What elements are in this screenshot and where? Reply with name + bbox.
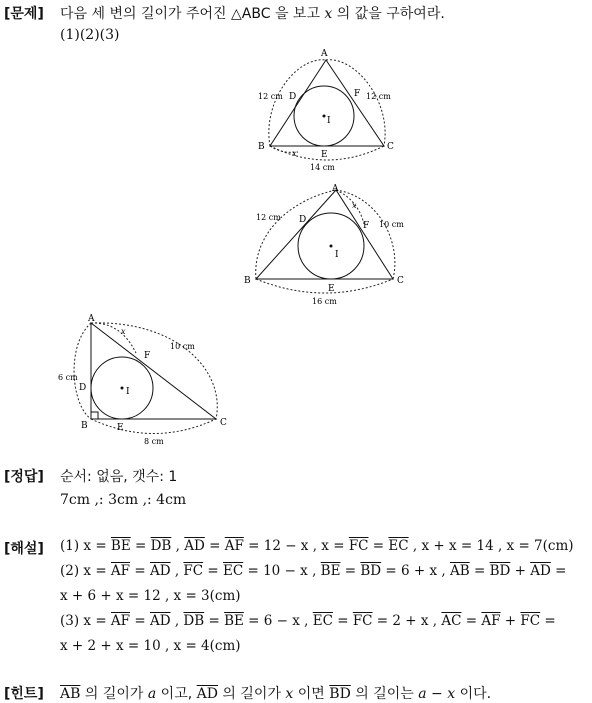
segment: $\overline{BD}$ (329, 686, 351, 702)
fig3-label-B: B (81, 421, 88, 431)
fig3-x-arc (91, 323, 136, 353)
text: , (170, 613, 184, 629)
problem-subparts: (1)(2)(3) (60, 27, 120, 43)
text: , (171, 538, 185, 554)
explanation-line-3: x + 6 + x = 12 , x = 3(cm) (60, 588, 241, 604)
segment: $\overline{AD}$ (149, 563, 171, 579)
text: = 10 − x , (243, 563, 321, 579)
fig1-label-F: F (354, 89, 361, 99)
text: , x + x = 14 , x = 7(cm) (408, 538, 574, 554)
segment: $\overline{BE}$ (224, 613, 244, 629)
variable: a − x (418, 686, 456, 702)
fig2-label-B: B (244, 276, 251, 286)
text: = 6 − x , (243, 613, 313, 629)
fig2-label-D: D (299, 215, 307, 225)
text: = 2 + x , (372, 613, 442, 629)
text: 의 길이가 (80, 686, 148, 702)
fig2-x-label: x (352, 201, 357, 210)
text: = (550, 563, 567, 579)
segment: $\overline{BE}$ (110, 538, 131, 554)
fig3-bottom-arc (91, 419, 216, 434)
segment: $\overline{AB}$ (449, 563, 470, 579)
explanation-line-4 (60, 613, 556, 629)
fig2-left-length: 12 cm (256, 213, 281, 222)
variable: a (147, 686, 157, 702)
text: = (204, 613, 225, 629)
segment: $\overline{AF}$ (481, 613, 501, 629)
fig2-label-I: I (335, 250, 339, 260)
segment: $\overline{BD}$ (360, 563, 382, 579)
fig2-label-F: F (363, 221, 370, 231)
fig1-label-B: B (258, 142, 265, 152)
explanation-tag: [해설] (4, 541, 44, 557)
problem-variable: x (324, 6, 333, 22)
text: = (461, 613, 482, 629)
fig3-center-dot (121, 387, 124, 390)
fig2-center-dot (330, 245, 333, 248)
text: = (130, 613, 150, 629)
text: (1) x = (60, 538, 111, 554)
answer-values: 7cm ,: 3cm ,: 4cm (60, 492, 187, 508)
fig1-label-C: C (387, 142, 394, 152)
fig1-center-dot (323, 115, 326, 118)
text: (2) x = (60, 563, 111, 579)
segment: $\overline{AF}$ (224, 538, 244, 554)
figure-2 (240, 182, 415, 310)
segment: $\overline{AD}$ (184, 538, 205, 554)
text: + (500, 613, 521, 629)
segment: $\overline{AD}$ (196, 686, 218, 702)
explanation-line-5: x + 2 + x = 10 , x = 4(cm) (60, 638, 241, 654)
text: = (204, 538, 225, 554)
fig3-bottom-length: 8 cm (144, 437, 164, 446)
text: + (510, 563, 531, 579)
segment: $\overline{AD}$ (530, 563, 551, 579)
fig3-right-angle-mark (91, 412, 98, 419)
fig2-bottom-arc (256, 279, 393, 293)
fig1-x-label: x (292, 149, 297, 158)
text: = (130, 538, 151, 554)
fig3-x-label: x (121, 327, 126, 336)
hint-text (60, 683, 491, 703)
hint-tag: [힌트] (4, 686, 44, 702)
fig3-label-C: C (220, 418, 227, 428)
problem-text-b: 의 값을 구하여라. (336, 6, 445, 22)
fig1-label-D: D (289, 92, 297, 102)
segment: $\overline{FC}$ (352, 613, 373, 629)
fig3-triangle (91, 323, 216, 419)
fig1-label-A: A (321, 49, 328, 59)
segment: $\overline{BD}$ (489, 563, 511, 579)
text: = (469, 563, 490, 579)
text: , (170, 563, 184, 579)
explanation-line-2 (60, 563, 566, 579)
segment: $\overline{DB}$ (150, 538, 172, 554)
text: = (340, 563, 361, 579)
fig2-right-length: 10 cm (379, 220, 404, 229)
fig1-label-E: E (321, 150, 328, 160)
fig1-label-I: I (327, 116, 331, 126)
fig3-label-E: E (117, 423, 124, 433)
fig3-left-arc (74, 323, 91, 419)
segment: $\overline{AD}$ (149, 613, 171, 629)
text: = 6 + x , (381, 563, 450, 579)
segment: $\overline{DB}$ (183, 613, 205, 629)
text: 이면 (293, 686, 330, 702)
text: = (203, 563, 224, 579)
figure-3 (56, 310, 236, 448)
problem-tag: [문제] (4, 6, 44, 22)
fig1-bottom-length: 14 cm (310, 163, 335, 172)
text: 이다. (455, 686, 492, 702)
text: = (368, 538, 389, 554)
fig2-label-C: C (397, 276, 404, 286)
variable: x (285, 686, 294, 702)
fig3-label-F: F (144, 351, 151, 361)
fig3-hyp-length: 10 cm (170, 342, 195, 351)
fig1-triangle (270, 60, 384, 146)
explanation-line-1 (60, 538, 574, 554)
fig1-left-length: 12 cm (258, 92, 283, 101)
segment: $\overline{FC}$ (183, 563, 204, 579)
fig2-triangle (256, 190, 393, 279)
problem-text-a: 다음 세 변의 길이가 주어진 △ABC 을 보고 (60, 6, 320, 22)
text: 이고, (156, 686, 197, 702)
text: (3) x = (60, 613, 111, 629)
segment: $\overline{AC}$ (441, 613, 462, 629)
segment: $\overline{BE}$ (320, 563, 341, 579)
segment: $\overline{AF}$ (110, 613, 131, 629)
text: = (332, 613, 353, 629)
segment: $\overline{FC}$ (520, 613, 541, 629)
fig2-label-A: A (332, 184, 339, 194)
fig3-label-D: D (79, 383, 87, 393)
answer-order-count: 순서: 없음, 갯수: 1 (60, 469, 178, 485)
figure-1 (252, 46, 402, 176)
segment: $\overline{AB}$ (60, 686, 81, 702)
segment: $\overline{EC}$ (388, 538, 409, 554)
segment: $\overline{FC}$ (348, 538, 369, 554)
text: = 12 − x , x = (243, 538, 349, 554)
fig1-right-length: 12 cm (366, 92, 391, 101)
segment: $\overline{EC}$ (223, 563, 244, 579)
problem-statement (60, 3, 445, 23)
answer-tag: [정답] (4, 469, 44, 485)
fig3-label-A: A (88, 314, 95, 324)
text: 의 길이가 (217, 686, 286, 702)
fig2-bottom-length: 16 cm (312, 297, 337, 306)
text: 의 길이는 (350, 686, 419, 702)
fig3-label-I: I (126, 387, 130, 397)
fig3-left-length: 6 cm (58, 373, 78, 382)
segment: $\overline{AF}$ (110, 563, 131, 579)
text: = (130, 563, 150, 579)
segment: $\overline{EC}$ (312, 613, 333, 629)
text: = (540, 613, 556, 629)
fig2-label-E: E (328, 284, 335, 294)
